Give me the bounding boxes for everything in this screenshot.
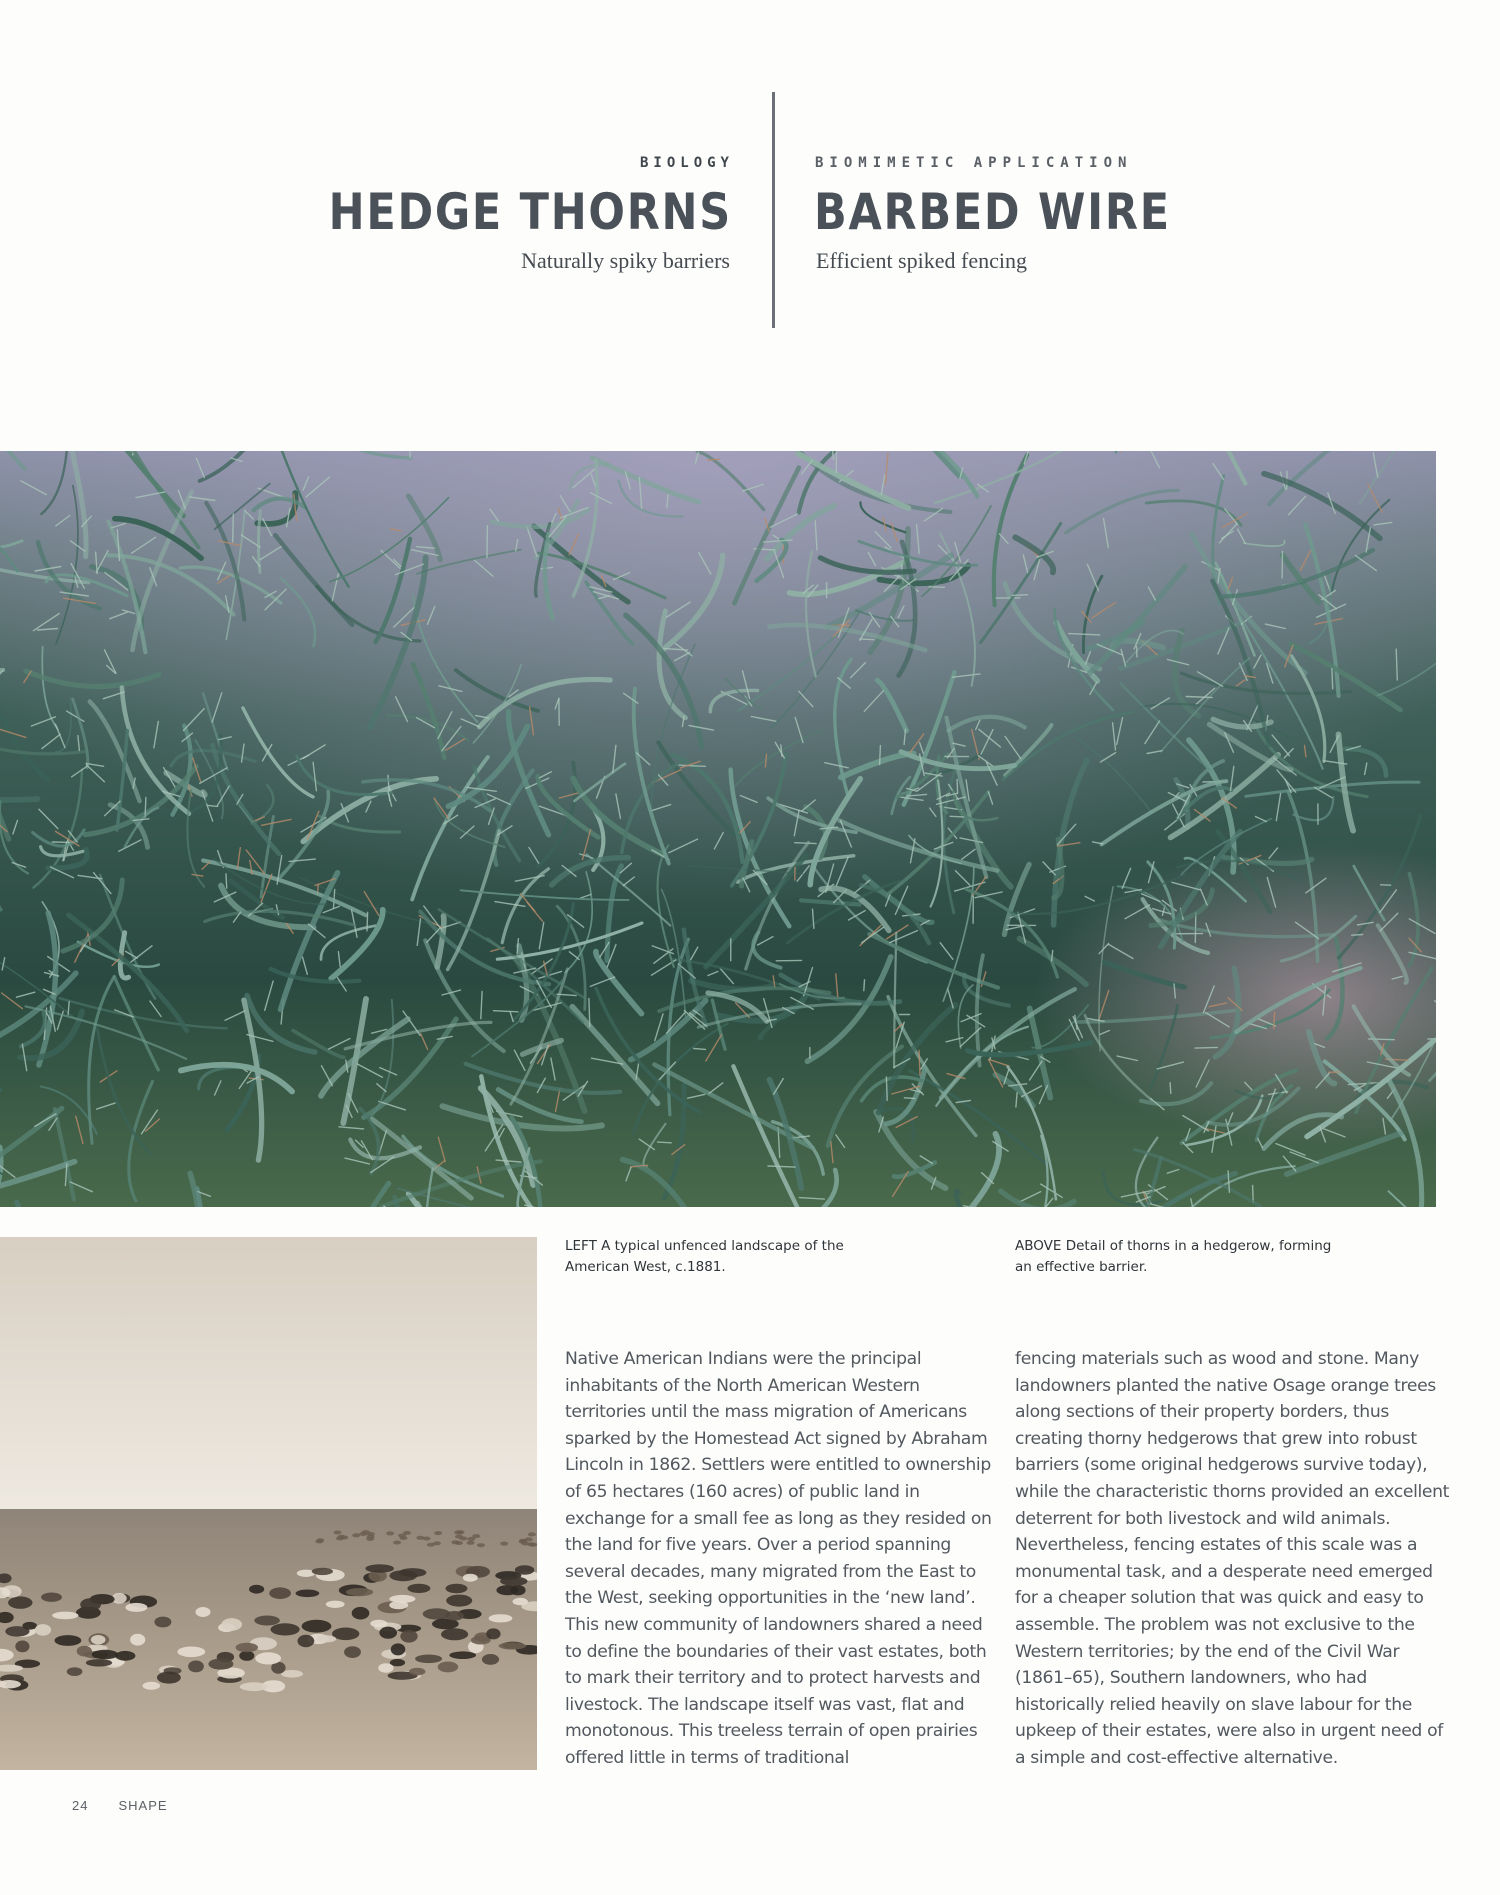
thorns-caption: ABOVE Detail of thorns in a hedgerow, forming an effective barrier. <box>1015 1238 1332 1275</box>
biomimetic-kicker: BIOMIMETIC APPLICATION <box>815 155 1133 171</box>
barbed-wire-headline: BARBED WIRE <box>814 183 1171 241</box>
body-paragraph-2: fencing materials such as wood and stone. Many landowners planted the native Osage orange trees along sections of their property borders, thus creating thorny hedgerows that grew into robust barriers (some original hedgerows survive today), while the characteristic thorns provided an excellent deterrent for both livestock and wild animals. Nevertheless, fencing estates of this scale was a monumental task, and a desperate need emerged for a cheaper solution that was quick and easy to assemble. The problem was not exclusive to the Western territories; by the end of the Civil War (1861–65), Southern landowners, who had historically relied heavily on slave labour for the upkeep of their estates, were also in urgent need of a simple and cost-effective alternative. <box>1015 1349 1450 1768</box>
american-west-landscape-photo <box>0 1237 537 1770</box>
page-number: 24 <box>72 1798 89 1813</box>
header-divider <box>772 92 775 328</box>
body-column-2 <box>1015 1346 1453 1772</box>
hedge-thorns-subtitle: Naturally spiky barriers <box>521 248 730 273</box>
section-name: SHAPE <box>118 1798 168 1813</box>
hedgerow-thorns-photo <box>0 451 1436 1207</box>
barbed-wire-subtitle: Efficient spiked fencing <box>816 248 1027 273</box>
body-paragraph-1: Native American Indians were the principal inhabitants of the North American Western territories until the mass migration of Americans sparked by the Homestead Act signed by Abraham Lincoln in 1862. Settlers were entitled to ownership of 65 hectares (160 acres) of public land in exchange for a small fee as long as they resided on the land for five years. Over a period spanning several decades, many migrated from the East to the West, seeking opportunities in the ‘new land’. This new community of landowners shared a need to define the boundaries of their vast estates, both to mark their territory and to protect harvests and livestock. The landscape itself was vast, flat and monotonous. This treeless terrain of open prairies offered little in terms of traditional <box>565 1349 992 1768</box>
landscape-caption: LEFT A typical unfenced landscape of the American West, c.1881. <box>565 1238 844 1275</box>
hedge-thorns-headline: HEDGE THORNS <box>328 183 732 241</box>
body-column-1 <box>565 1346 1003 1772</box>
biology-kicker: BIOLOGY <box>639 155 734 171</box>
page-folio <box>72 1798 198 1813</box>
